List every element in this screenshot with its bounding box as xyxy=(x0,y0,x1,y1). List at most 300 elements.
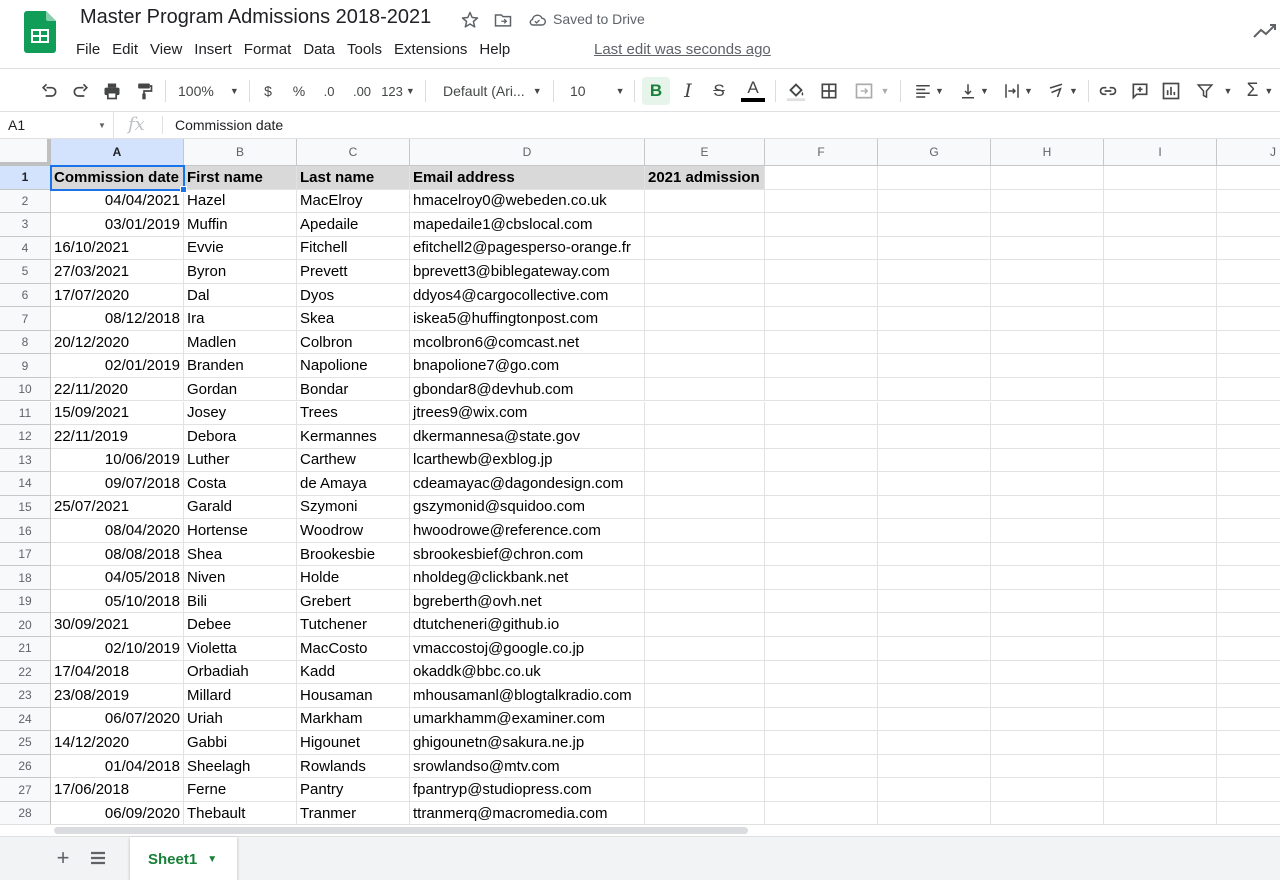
spreadsheet-grid[interactable] xyxy=(0,139,1280,824)
cell-j18[interactable] xyxy=(1217,566,1280,590)
cell-h22[interactable] xyxy=(991,661,1104,685)
row-header-25[interactable]: 25 xyxy=(0,731,51,755)
currency-format-button[interactable]: $ xyxy=(264,83,272,99)
cell-a8[interactable]: 20/12/2020 xyxy=(51,331,184,355)
cell-b10[interactable]: Gordan xyxy=(184,378,297,402)
cell-e17[interactable] xyxy=(645,543,765,567)
cell-g14[interactable] xyxy=(878,472,991,496)
cell-c6[interactable]: Dyos xyxy=(297,284,410,308)
cell-j21[interactable] xyxy=(1217,637,1280,661)
cell-b28[interactable]: Thebault xyxy=(184,802,297,824)
cell-c9[interactable]: Napolione xyxy=(297,354,410,378)
cell-e24[interactable] xyxy=(645,708,765,732)
cell-d17[interactable]: sbrookesbief@chron.com xyxy=(410,543,645,567)
column-header-h[interactable]: H xyxy=(991,139,1104,166)
cell-a27[interactable]: 17/06/2018 xyxy=(51,778,184,802)
cell-h25[interactable] xyxy=(991,731,1104,755)
menu-file[interactable]: File xyxy=(76,41,101,58)
cell-f18[interactable] xyxy=(765,566,878,590)
cell-f23[interactable] xyxy=(765,684,878,708)
cell-h18[interactable] xyxy=(991,566,1104,590)
sheet-tab-sheet1[interactable] xyxy=(130,837,237,880)
cell-a17[interactable]: 08/08/2018 xyxy=(51,543,184,567)
cell-h16[interactable] xyxy=(991,519,1104,543)
cell-c15[interactable]: Szymoni xyxy=(297,496,410,520)
row-header-2[interactable]: 2 xyxy=(0,190,51,214)
cell-h1[interactable] xyxy=(991,166,1104,190)
text-color-button[interactable] xyxy=(740,77,766,105)
menu-edit[interactable]: Edit xyxy=(112,41,139,58)
bold-button[interactable]: B xyxy=(642,77,670,105)
cell-a9[interactable]: 02/01/2019 xyxy=(51,354,184,378)
cell-a21[interactable]: 02/10/2019 xyxy=(51,637,184,661)
cell-d26[interactable]: srowlandso@mtv.com xyxy=(410,755,645,779)
cell-i26[interactable] xyxy=(1104,755,1217,779)
activity-trend-icon[interactable] xyxy=(1252,20,1278,42)
cell-e22[interactable] xyxy=(645,661,765,685)
cell-f7[interactable] xyxy=(765,307,878,331)
cell-a1[interactable]: Commission date xyxy=(51,166,184,190)
cell-j6[interactable] xyxy=(1217,284,1280,308)
merge-cells-icon[interactable] xyxy=(850,77,892,105)
row-header-27[interactable]: 27 xyxy=(0,778,51,802)
cell-f19[interactable] xyxy=(765,590,878,614)
filter-icon[interactable] xyxy=(1192,77,1236,105)
cell-c7[interactable]: Skea xyxy=(297,307,410,331)
cell-h27[interactable] xyxy=(991,778,1104,802)
cell-e23[interactable] xyxy=(645,684,765,708)
cell-b19[interactable]: Bili xyxy=(184,590,297,614)
cell-h10[interactable] xyxy=(991,378,1104,402)
cell-f16[interactable] xyxy=(765,519,878,543)
cell-j4[interactable] xyxy=(1217,237,1280,261)
cell-h24[interactable] xyxy=(991,708,1104,732)
cell-g28[interactable] xyxy=(878,802,991,824)
cell-b27[interactable]: Ferne xyxy=(184,778,297,802)
insert-comment-icon[interactable] xyxy=(1128,77,1152,105)
fill-handle[interactable] xyxy=(180,186,187,193)
cell-b21[interactable]: Violetta xyxy=(184,637,297,661)
cell-c13[interactable]: Carthew xyxy=(297,449,410,473)
all-sheets-menu-icon[interactable] xyxy=(88,848,108,868)
cell-c18[interactable]: Holde xyxy=(297,566,410,590)
cell-c16[interactable]: Woodrow xyxy=(297,519,410,543)
cell-b7[interactable]: Ira xyxy=(184,307,297,331)
cell-d28[interactable]: ttranmerq@macromedia.com xyxy=(410,802,645,824)
row-header-22[interactable]: 22 xyxy=(0,661,51,685)
cell-j9[interactable] xyxy=(1217,354,1280,378)
document-title[interactable]: Master Program Admissions 2018-2021 xyxy=(80,6,432,28)
cell-i8[interactable] xyxy=(1104,331,1217,355)
row-header-17[interactable]: 17 xyxy=(0,543,51,567)
add-sheet-icon[interactable]: + xyxy=(56,845,70,870)
cell-d11[interactable]: jtrees9@wix.com xyxy=(410,402,645,426)
cell-g9[interactable] xyxy=(878,354,991,378)
column-header-g[interactable]: G xyxy=(878,139,991,166)
cell-f1[interactable] xyxy=(765,166,878,190)
cell-b1[interactable]: First name xyxy=(184,166,297,190)
row-header-6[interactable]: 6 xyxy=(0,284,51,308)
cell-d18[interactable]: nholdeg@clickbank.net xyxy=(410,566,645,590)
cell-g21[interactable] xyxy=(878,637,991,661)
cell-e4[interactable] xyxy=(645,237,765,261)
cell-b3[interactable]: Muffin xyxy=(184,213,297,237)
cell-g2[interactable] xyxy=(878,190,991,214)
font-family-select[interactable] xyxy=(443,77,545,105)
cell-a24[interactable]: 06/07/2020 xyxy=(51,708,184,732)
more-formats-button[interactable] xyxy=(380,77,416,105)
cell-b11[interactable]: Josey xyxy=(184,402,297,426)
cell-a15[interactable]: 25/07/2021 xyxy=(51,496,184,520)
cell-i5[interactable] xyxy=(1104,260,1217,284)
cell-a19[interactable]: 05/10/2018 xyxy=(51,590,184,614)
cell-b6[interactable]: Dal xyxy=(184,284,297,308)
cell-h7[interactable] xyxy=(991,307,1104,331)
strikethrough-button[interactable]: S xyxy=(713,81,725,100)
cell-e2[interactable] xyxy=(645,190,765,214)
cell-g7[interactable] xyxy=(878,307,991,331)
cell-c4[interactable]: Fitchell xyxy=(297,237,410,261)
column-header-f[interactable]: F xyxy=(765,139,878,166)
cell-e16[interactable] xyxy=(645,519,765,543)
vertical-align-icon[interactable] xyxy=(955,77,993,105)
cell-j12[interactable] xyxy=(1217,425,1280,449)
cell-g26[interactable] xyxy=(878,755,991,779)
cell-d10[interactable]: gbondar8@devhub.com xyxy=(410,378,645,402)
row-header-15[interactable]: 15 xyxy=(0,496,51,520)
cell-g18[interactable] xyxy=(878,566,991,590)
cell-h26[interactable] xyxy=(991,755,1104,779)
cell-f8[interactable] xyxy=(765,331,878,355)
cell-e7[interactable] xyxy=(645,307,765,331)
cell-f4[interactable] xyxy=(765,237,878,261)
cell-d25[interactable]: ghigounetn@sakura.ne.jp xyxy=(410,731,645,755)
cell-b4[interactable]: Evvie xyxy=(184,237,297,261)
cell-i4[interactable] xyxy=(1104,237,1217,261)
cell-j22[interactable] xyxy=(1217,661,1280,685)
cell-j15[interactable] xyxy=(1217,496,1280,520)
cell-e21[interactable] xyxy=(645,637,765,661)
cell-i7[interactable] xyxy=(1104,307,1217,331)
cell-g17[interactable] xyxy=(878,543,991,567)
cell-c5[interactable]: Prevett xyxy=(297,260,410,284)
column-header-a[interactable]: A xyxy=(51,139,184,166)
cell-c11[interactable]: Trees xyxy=(297,402,410,426)
cell-f12[interactable] xyxy=(765,425,878,449)
cell-e3[interactable] xyxy=(645,213,765,237)
row-header-11[interactable]: 11 xyxy=(0,402,51,426)
cell-d6[interactable]: ddyos4@cargocollective.com xyxy=(410,284,645,308)
cell-j27[interactable] xyxy=(1217,778,1280,802)
cell-a7[interactable]: 08/12/2018 xyxy=(51,307,184,331)
cell-h4[interactable] xyxy=(991,237,1104,261)
cell-e11[interactable] xyxy=(645,402,765,426)
cell-f22[interactable] xyxy=(765,661,878,685)
cell-e13[interactable] xyxy=(645,449,765,473)
cell-c21[interactable]: MacCosto xyxy=(297,637,410,661)
cell-i21[interactable] xyxy=(1104,637,1217,661)
cell-i9[interactable] xyxy=(1104,354,1217,378)
cell-h3[interactable] xyxy=(991,213,1104,237)
cell-e9[interactable] xyxy=(645,354,765,378)
row-header-21[interactable]: 21 xyxy=(0,637,51,661)
cell-i10[interactable] xyxy=(1104,378,1217,402)
row-header-13[interactable]: 13 xyxy=(0,449,51,473)
cell-h9[interactable] xyxy=(991,354,1104,378)
cell-i3[interactable] xyxy=(1104,213,1217,237)
cell-h15[interactable] xyxy=(991,496,1104,520)
row-header-5[interactable]: 5 xyxy=(0,260,51,284)
row-header-10[interactable]: 10 xyxy=(0,378,51,402)
cell-d13[interactable]: lcarthewb@exblog.jp xyxy=(410,449,645,473)
cell-a25[interactable]: 14/12/2020 xyxy=(51,731,184,755)
cell-c28[interactable]: Tranmer xyxy=(297,802,410,824)
row-header-18[interactable]: 18 xyxy=(0,566,51,590)
font-size-select[interactable] xyxy=(570,77,630,105)
cell-i24[interactable] xyxy=(1104,708,1217,732)
cell-h17[interactable] xyxy=(991,543,1104,567)
menu-help[interactable]: Help xyxy=(479,41,511,58)
row-header-26[interactable]: 26 xyxy=(0,755,51,779)
cell-d12[interactable]: dkermannesa@state.gov xyxy=(410,425,645,449)
column-header-d[interactable]: D xyxy=(410,139,645,166)
cell-d14[interactable]: cdeamayac@dagondesign.com xyxy=(410,472,645,496)
row-header-20[interactable]: 20 xyxy=(0,613,51,637)
move-folder-icon[interactable] xyxy=(492,9,514,31)
menu-tools[interactable]: Tools xyxy=(347,41,383,58)
row-header-28[interactable]: 28 xyxy=(0,802,51,824)
cell-d20[interactable]: dtutcheneri@github.io xyxy=(410,613,645,637)
cell-d1[interactable]: Email address xyxy=(410,166,645,190)
cell-f20[interactable] xyxy=(765,613,878,637)
cell-a23[interactable]: 23/08/2019 xyxy=(51,684,184,708)
cell-h5[interactable] xyxy=(991,260,1104,284)
cell-a28[interactable]: 06/09/2020 xyxy=(51,802,184,824)
cell-j13[interactable] xyxy=(1217,449,1280,473)
cell-i1[interactable] xyxy=(1104,166,1217,190)
cell-a4[interactable]: 16/10/2021 xyxy=(51,237,184,261)
cell-g8[interactable] xyxy=(878,331,991,355)
cell-i2[interactable] xyxy=(1104,190,1217,214)
cell-g10[interactable] xyxy=(878,378,991,402)
cell-f3[interactable] xyxy=(765,213,878,237)
cell-f28[interactable] xyxy=(765,802,878,824)
cell-j14[interactable] xyxy=(1217,472,1280,496)
cell-b9[interactable]: Branden xyxy=(184,354,297,378)
cell-a3[interactable]: 03/01/2019 xyxy=(51,213,184,237)
cell-j19[interactable] xyxy=(1217,590,1280,614)
cell-g11[interactable] xyxy=(878,402,991,426)
cell-g1[interactable] xyxy=(878,166,991,190)
cell-a13[interactable]: 10/06/2019 xyxy=(51,449,184,473)
row-header-16[interactable]: 16 xyxy=(0,519,51,543)
cell-d3[interactable]: mapedaile1@cbslocal.com xyxy=(410,213,645,237)
percent-format-button[interactable]: % xyxy=(292,83,306,99)
increase-decimal-button[interactable] xyxy=(350,77,374,105)
cell-e12[interactable] xyxy=(645,425,765,449)
chevron-down-icon[interactable]: ▼ xyxy=(207,853,218,865)
cell-i6[interactable] xyxy=(1104,284,1217,308)
cell-d19[interactable]: bgreberth@ovh.net xyxy=(410,590,645,614)
cell-j17[interactable] xyxy=(1217,543,1280,567)
cell-h13[interactable] xyxy=(991,449,1104,473)
name-box[interactable]: A1 xyxy=(0,112,114,138)
menu-format[interactable]: Format xyxy=(243,41,292,58)
cell-a11[interactable]: 15/09/2021 xyxy=(51,402,184,426)
cell-f11[interactable] xyxy=(765,402,878,426)
cell-b23[interactable]: Millard xyxy=(184,684,297,708)
chevron-down-icon[interactable]: ▼ xyxy=(98,121,106,130)
cell-g20[interactable] xyxy=(878,613,991,637)
cell-i27[interactable] xyxy=(1104,778,1217,802)
menu-extensions[interactable]: Extensions xyxy=(394,41,468,58)
cell-c12[interactable]: Kermannes xyxy=(297,425,410,449)
menu-view[interactable]: View xyxy=(150,41,183,58)
cell-d15[interactable]: gszymonid@squidoo.com xyxy=(410,496,645,520)
cell-g25[interactable] xyxy=(878,731,991,755)
cell-g22[interactable] xyxy=(878,661,991,685)
cell-f15[interactable] xyxy=(765,496,878,520)
formula-input[interactable]: Commission date xyxy=(175,117,284,133)
scrollbar-thumb[interactable] xyxy=(54,827,748,834)
cell-a14[interactable]: 09/07/2018 xyxy=(51,472,184,496)
cell-d9[interactable]: bnapolione7@go.com xyxy=(410,354,645,378)
cell-b24[interactable]: Uriah xyxy=(184,708,297,732)
column-header-j[interactable]: J xyxy=(1217,139,1280,166)
cell-h11[interactable] xyxy=(991,402,1104,426)
cell-f26[interactable] xyxy=(765,755,878,779)
sheets-logo-icon[interactable] xyxy=(24,11,56,53)
cell-i22[interactable] xyxy=(1104,661,1217,685)
cell-d8[interactable]: mcolbron6@comcast.net xyxy=(410,331,645,355)
cell-e26[interactable] xyxy=(645,755,765,779)
row-header-9[interactable]: 9 xyxy=(0,354,51,378)
cell-j10[interactable] xyxy=(1217,378,1280,402)
cell-f2[interactable] xyxy=(765,190,878,214)
cell-g15[interactable] xyxy=(878,496,991,520)
text-rotation-icon[interactable] xyxy=(1043,77,1081,105)
cell-j8[interactable] xyxy=(1217,331,1280,355)
cell-e15[interactable] xyxy=(645,496,765,520)
cell-i14[interactable] xyxy=(1104,472,1217,496)
cell-c1[interactable]: Last name xyxy=(297,166,410,190)
cell-h12[interactable] xyxy=(991,425,1104,449)
print-icon[interactable] xyxy=(100,77,124,105)
cell-b13[interactable]: Luther xyxy=(184,449,297,473)
cell-e10[interactable] xyxy=(645,378,765,402)
cell-j1[interactable] xyxy=(1217,166,1280,190)
row-header-7[interactable]: 7 xyxy=(0,307,51,331)
cell-d27[interactable]: fpantryp@studiopress.com xyxy=(410,778,645,802)
last-edit-link[interactable]: Last edit was seconds ago xyxy=(594,41,771,58)
decrease-decimal-button[interactable] xyxy=(317,77,341,105)
cell-j26[interactable] xyxy=(1217,755,1280,779)
cell-g19[interactable] xyxy=(878,590,991,614)
cell-f9[interactable] xyxy=(765,354,878,378)
row-header-3[interactable]: 3 xyxy=(0,213,51,237)
cell-i15[interactable] xyxy=(1104,496,1217,520)
cell-e8[interactable] xyxy=(645,331,765,355)
cell-g12[interactable] xyxy=(878,425,991,449)
cell-a5[interactable]: 27/03/2021 xyxy=(51,260,184,284)
cell-g27[interactable] xyxy=(878,778,991,802)
cell-f14[interactable] xyxy=(765,472,878,496)
cell-b15[interactable]: Garald xyxy=(184,496,297,520)
menu-data[interactable]: Data xyxy=(303,41,335,58)
select-all-corner[interactable] xyxy=(0,139,51,166)
cell-c20[interactable]: Tutchener xyxy=(297,613,410,637)
cell-c24[interactable]: Markham xyxy=(297,708,410,732)
cell-e14[interactable] xyxy=(645,472,765,496)
cell-f25[interactable] xyxy=(765,731,878,755)
menu-insert[interactable]: Insert xyxy=(194,41,232,58)
cell-j3[interactable] xyxy=(1217,213,1280,237)
horizontal-scrollbar[interactable] xyxy=(0,824,1280,836)
cell-a12[interactable]: 22/11/2019 xyxy=(51,425,184,449)
cell-d22[interactable]: okaddk@bbc.co.uk xyxy=(410,661,645,685)
cell-c26[interactable]: Rowlands xyxy=(297,755,410,779)
cell-f5[interactable] xyxy=(765,260,878,284)
cell-c17[interactable]: Brookesbie xyxy=(297,543,410,567)
cell-f27[interactable] xyxy=(765,778,878,802)
cell-c22[interactable]: Kadd xyxy=(297,661,410,685)
cell-e20[interactable] xyxy=(645,613,765,637)
cloud-saved-icon[interactable] xyxy=(526,9,548,31)
cell-d4[interactable]: efitchell2@pagesperso-orange.fr xyxy=(410,237,645,261)
cell-b26[interactable]: Sheelagh xyxy=(184,755,297,779)
cell-g3[interactable] xyxy=(878,213,991,237)
cell-g24[interactable] xyxy=(878,708,991,732)
cell-i11[interactable] xyxy=(1104,402,1217,426)
cell-i23[interactable] xyxy=(1104,684,1217,708)
cell-d16[interactable]: hwoodrowe@reference.com xyxy=(410,519,645,543)
cell-g16[interactable] xyxy=(878,519,991,543)
undo-icon[interactable] xyxy=(37,77,61,105)
cell-f13[interactable] xyxy=(765,449,878,473)
cell-j2[interactable] xyxy=(1217,190,1280,214)
cell-d7[interactable]: iskea5@huffingtonpost.com xyxy=(410,307,645,331)
insert-chart-icon[interactable] xyxy=(1159,77,1183,105)
cell-i20[interactable] xyxy=(1104,613,1217,637)
cell-e27[interactable] xyxy=(645,778,765,802)
row-header-12[interactable]: 12 xyxy=(0,425,51,449)
cell-e28[interactable] xyxy=(645,802,765,824)
cell-a6[interactable]: 17/07/2020 xyxy=(51,284,184,308)
cell-g23[interactable] xyxy=(878,684,991,708)
column-header-b[interactable]: B xyxy=(184,139,297,166)
cell-j23[interactable] xyxy=(1217,684,1280,708)
cell-b22[interactable]: Orbadiah xyxy=(184,661,297,685)
cell-h23[interactable] xyxy=(991,684,1104,708)
cell-i25[interactable] xyxy=(1104,731,1217,755)
cell-j24[interactable] xyxy=(1217,708,1280,732)
cell-b17[interactable]: Shea xyxy=(184,543,297,567)
cell-a10[interactable]: 22/11/2020 xyxy=(51,378,184,402)
row-header-8[interactable]: 8 xyxy=(0,331,51,355)
row-header-19[interactable]: 19 xyxy=(0,590,51,614)
cell-g5[interactable] xyxy=(878,260,991,284)
cell-a22[interactable]: 17/04/2018 xyxy=(51,661,184,685)
cell-c27[interactable]: Pantry xyxy=(297,778,410,802)
cell-a2[interactable]: 04/04/2021 xyxy=(51,190,184,214)
cell-c23[interactable]: Housaman xyxy=(297,684,410,708)
cell-i16[interactable] xyxy=(1104,519,1217,543)
cell-j5[interactable] xyxy=(1217,260,1280,284)
redo-icon[interactable] xyxy=(69,77,93,105)
cell-c25[interactable]: Higounet xyxy=(297,731,410,755)
cell-i19[interactable] xyxy=(1104,590,1217,614)
cell-f21[interactable] xyxy=(765,637,878,661)
